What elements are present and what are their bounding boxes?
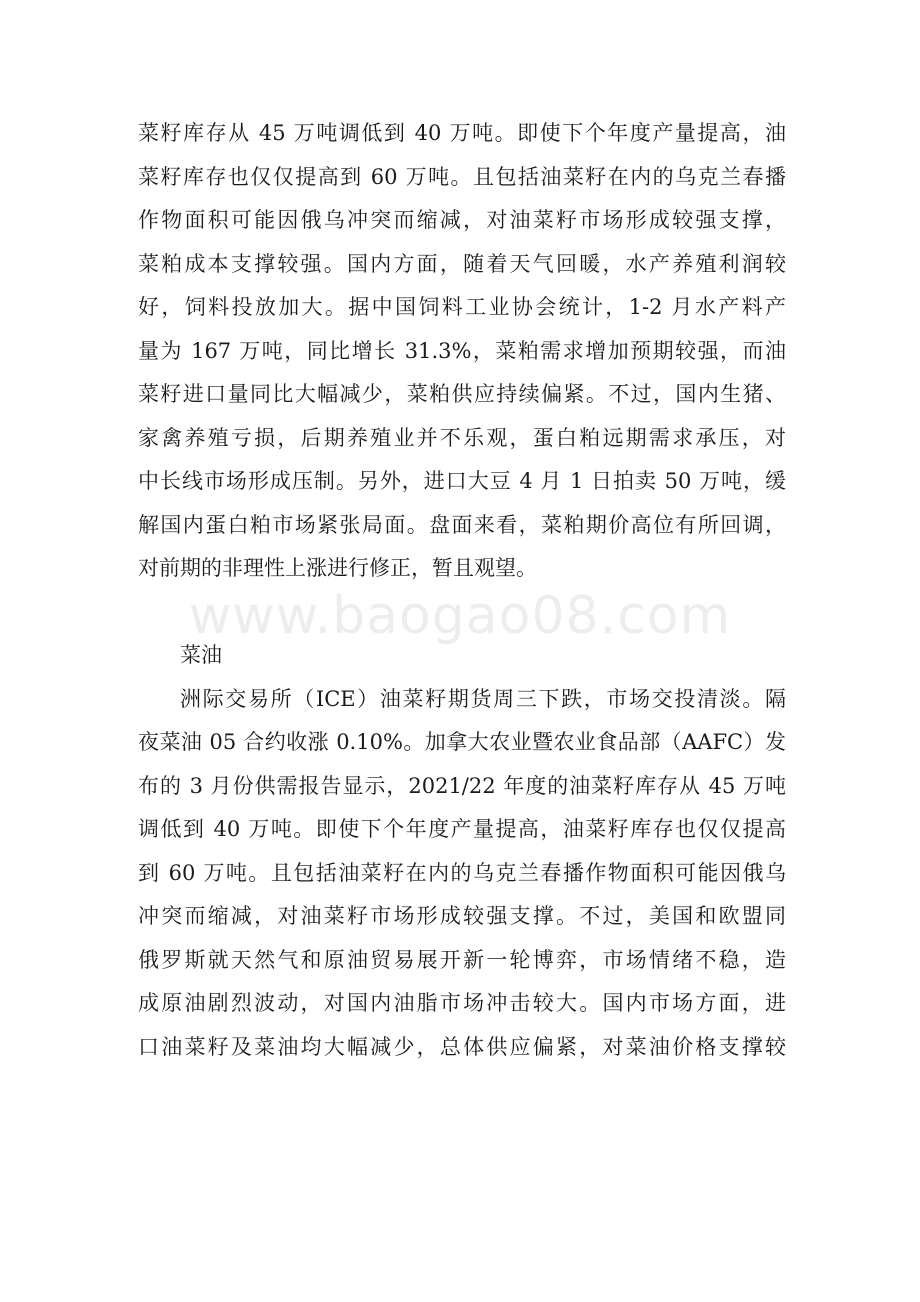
text-line: 好，饲料投放加大。据中国饲料工业协会统计，1-2 月水产料产 <box>138 295 786 319</box>
text-line: 布的 3 月份供需报告显示，2021/22 年度的油菜籽库存从 45 万吨 <box>138 773 786 798</box>
text-line: 对前期的非理性上涨进行修正，暂且观望。 <box>138 556 537 580</box>
text-line: 菜籽库存从 45 万吨调低到 40 万吨。即使下个年度产量提高，油 <box>138 121 786 145</box>
text-line: 量为 167 万吨，同比增长 31.3%，菜粕需求增加预期较强，而油 <box>138 338 786 363</box>
text-line: 洲际交易所（ICE）油菜籽期货周三下跌，市场交投清淡。隔 <box>180 686 786 711</box>
text-line: 菜粕成本支撑较强。国内方面，随着天气回暖，水产养殖利润较 <box>138 251 786 276</box>
paragraph-rapeseed-meal <box>138 112 786 591</box>
text-line: 解国内蛋白粕市场紧张局面。盘面来看，菜粕期价高位有所回调， <box>138 512 786 537</box>
text-line: 冲突而缩减，对油菜籽市场形成较强支撑。不过，美国和欧盟同 <box>138 904 786 928</box>
text-line: 菜籽库存也仅仅提高到 60 万吨。且包括油菜籽在内的乌克兰春播 <box>138 164 786 189</box>
text-line: 调低到 40 万吨。即使下个年度产量提高，油菜籽库存也仅仅提高 <box>138 817 786 841</box>
text-line: 到 60 万吨。且包括油菜籽在内的乌克兰春播作物面积可能因俄乌 <box>138 860 786 885</box>
watermark: www.baogao08.com <box>188 586 732 646</box>
text-line: 口油菜籽及菜油均大幅减少，总体供应偏紧，对菜油价格支撑较 <box>138 1034 786 1059</box>
text-line: 俄罗斯就天然气和原油贸易展开新一轮博弈，市场情绪不稳，造 <box>138 947 786 972</box>
paragraph-spacer <box>138 591 786 635</box>
text-line: 菜籽进口量同比大幅减少，菜粕供应持续偏紧。不过，国内生猪、 <box>138 382 786 406</box>
text-line: 中长线市场形成压制。另外，进口大豆 4 月 1 日拍卖 50 万吨，缓 <box>138 469 786 493</box>
paragraph-rapeseed-oil <box>138 678 786 1070</box>
text-line: 家禽养殖亏损，后期养殖业并不乐观，蛋白粕远期需求承压，对 <box>138 425 786 450</box>
section-heading: 菜油 <box>180 643 222 667</box>
text-line: 作物面积可能因俄乌冲突而缩减，对油菜籽市场形成较强支撑， <box>138 208 786 232</box>
text-line: 成原油剧烈波动，对国内油脂市场冲击较大。国内市场方面，进 <box>138 991 786 1015</box>
document-body <box>138 112 786 1069</box>
text-line: 夜菜油 05 合约收涨 0.10%。加拿大农业暨农业食品部（AAFC）发 <box>138 730 786 754</box>
